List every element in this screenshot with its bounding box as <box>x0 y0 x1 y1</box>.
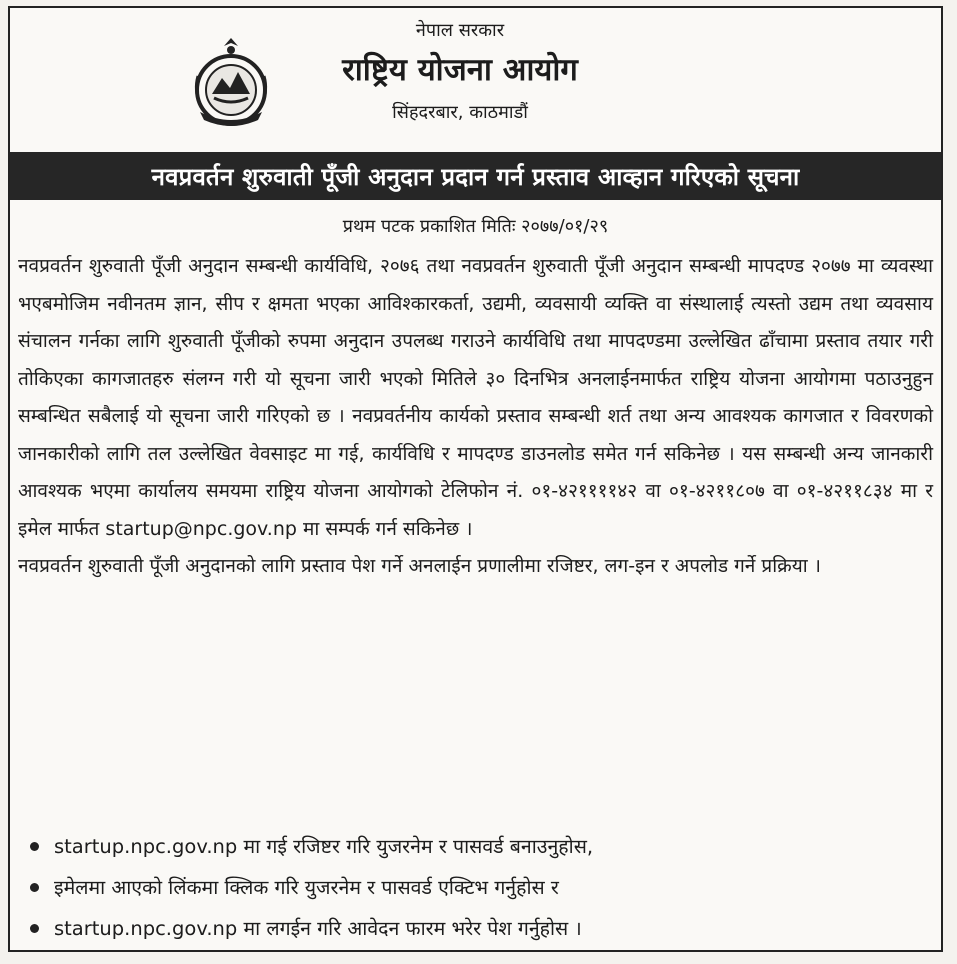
list-item: startup.npc.gov.np मा लगईन गरि आवेदन फारम भरेर पेश गर्नुहोस । <box>18 908 933 949</box>
publication-date: प्रथम पटक प्रकाशित मितिः २०७७/०१/२९ <box>342 216 609 237</box>
notice-title-bar <box>10 152 941 200</box>
list-item: इमेलमा आएको लिंकमा क्लिक गरि युजरनेम र पासवर्ड एक्टिभ गर्नुहोस र <box>18 867 933 908</box>
procedure-steps <box>18 826 933 949</box>
organization-address: सिंहदरबार, काठमाडौं <box>392 102 528 123</box>
government-name: नेपाल सरकार <box>415 20 505 41</box>
notice-body <box>18 248 933 586</box>
notice-title: नवप्रवर्तन शुरुवाती पूँजी अनुदान प्रदान गर्न प्रस्ताव आव्हान गरिएको सूचना <box>151 162 800 191</box>
list-item: startup.npc.gov.np मा गई रजिष्टर गरि युजरनेम र पासवर्ड बनाउनुहोस, <box>18 826 933 867</box>
organization-name: राष्ट्रिय योजना आयोग <box>342 52 578 88</box>
bullet-icon <box>30 924 39 933</box>
notice-paragraph-1: नवप्रवर्तन शुरुवाती पूँजी अनुदान सम्बन्धी कार्यविधि, २०७६ तथा नवप्रवर्तन शुरुवाती पूँजी अनुदान सम्बन्धी मापदण्ड २०७७ मा व्यवस्था भएबमोजिम नवीनतम ज्ञान, सीप र क्षमता भएका आविश्कारकर्ता, उद्यमी, व्यवसायी व्यक्ति वा संस्थालाई त्यस्तो उद्यम तथा व्यवसाय संचालन गर्नका लागि शुरुवाती पूँजीको रुपमा अनुदान उपलब्ध गराउने कार्यविधि तथा मापदण्डमा उल्लेखित ढाँचामा प्रस्ताव तयार गरी तोकिएका कागजातहरु संलग्न गरी यो सूचना जारी भएको मितिले ३० दिनभित्र अनलाईनमार्फत राष्ट्रिय योजना आयोगमा पठाउनुहुन सम्बन्धित सबैलाई यो सूचना जारी गरिएको छ । नवप्रवर्तनीय कार्यको प्रस्ताव सम्बन्धी शर्त तथा अन्य आवश्यक कागजात र विवरणको जानकारीको लागि तल उल्लेखित वेवसाइट मा गई, कार्यविधि र मापदण्ड डाउनलोड समेत गर्न सकिनेछ । यस सम्बन्धी अन्य जानकारी आवश्यक भएमा कार्यालय समयमा राष्ट्रिय योजना आयोगको टेलिफोन नं. ०१-४२११११४२ वा ०१-४२११८०७ वा ०१-४२११८३४ मा र इमेल मार्फत startup@npc.gov.np मा सम्पर्क गर्न सकिनेछ । <box>18 255 933 540</box>
nepal-government-emblem-icon <box>192 32 270 128</box>
bullet-icon <box>30 883 39 892</box>
notice-paragraph-2: नवप्रवर्तन शुरुवाती पूँजी अनुदानको लागि प्रस्ताव पेश गर्ने अनलाईन प्रणालीमा रजिष्टर, लग-इन र अपलोड गर्ने प्रक्रिया । <box>18 555 821 577</box>
header <box>280 18 640 124</box>
notice-frame <box>8 6 943 952</box>
bullet-icon <box>30 842 39 851</box>
